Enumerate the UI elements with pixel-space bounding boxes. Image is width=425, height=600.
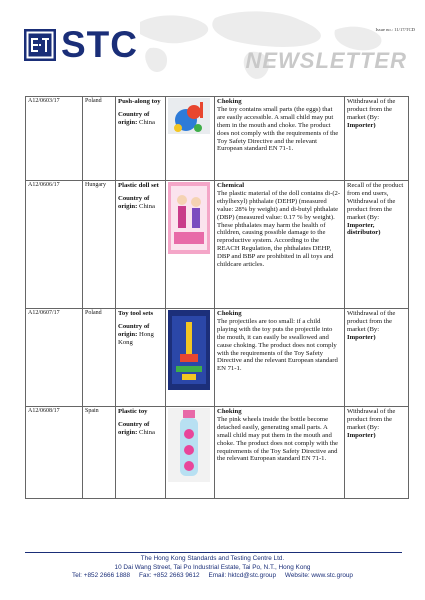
doll-photo-icon <box>168 182 210 254</box>
stc-logo <box>24 24 138 65</box>
measure-text: Withdrawal of the product from the market (By: <box>347 98 396 121</box>
notifying-country: Hungary <box>83 181 116 309</box>
product-photo-cell <box>166 309 215 407</box>
reference-number: A12/0606/17 <box>26 181 83 309</box>
measure-text: Withdrawal of the product from the market (By: <box>347 408 396 431</box>
recall-table <box>25 96 409 499</box>
risk-type: Choking <box>217 408 242 415</box>
product-cell <box>116 407 166 499</box>
product-cell <box>116 97 166 181</box>
risk-description: The pink wheels inside the bottle become detached easily, generating small parts. A small child may put them in the mouth and choke. The product does not comply with the requirements of the Toy Safety Directive and the relevant European standard EN 71-1. <box>217 415 338 463</box>
risk-type: Chemical <box>217 182 245 189</box>
product-name: Push-along toy <box>118 98 161 105</box>
footer-address: 10 Dai Wang Street, Tai Po Industrial Estate, Tai Po, N.T., Hong Kong <box>114 563 311 571</box>
measure-text: Withdrawal of the product from the market (By: <box>347 310 396 333</box>
origin-value: Hong Kong <box>118 330 154 346</box>
product-cell <box>116 309 166 407</box>
footer-company: The Hong Kong Standards and Testing Centre Ltd. <box>140 555 285 562</box>
notifying-country: Poland <box>83 97 116 181</box>
risk-cell <box>215 181 345 309</box>
reference-number: A12/0608/17 <box>26 407 83 499</box>
risk-type: Choking <box>217 310 242 317</box>
measure-text: Recall of the product from end users, Withdrawal of the product from the market (By: <box>347 182 404 221</box>
origin-value: China <box>139 118 155 126</box>
table-row <box>26 181 409 309</box>
product-name: Toy tool sets <box>118 310 154 317</box>
reference-number: A12/0607/17 <box>26 309 83 407</box>
country-of-origin <box>118 323 163 347</box>
table-row <box>26 309 409 407</box>
risk-description: The projectiles are too small: if a child playing with the toy puts the projectile into the mouth, it can easily be swallowed and cause choking. The product does not comply with the requirements of the Toy Safety Directive and the relevant European standard EN 71-1. <box>217 317 338 373</box>
product-photo-cell <box>166 181 215 309</box>
product-name: Plastic toy <box>118 408 148 415</box>
origin-value: China <box>139 202 155 210</box>
bottle-toy-photo-icon <box>168 408 210 482</box>
origin-value: China <box>139 428 155 436</box>
country-of-origin <box>118 421 163 437</box>
origin-label: Country of origin: <box>118 110 150 126</box>
notifying-country: Poland <box>83 309 116 407</box>
issue-number: Issue no.: 11/17/TCD <box>375 27 415 32</box>
risk-description: The plastic material of the doll contains di-(2-ethylhexyl) phthalate (DEHP) (measured value: 28% by weight) and di-butyl phthalate (DBP) (measured value: 0.17 % by weight). These phthalates may harm the health of children, causing possible damage to the reproductive system. According to the REACH Regulation, the phthalates DEHP, DBP and BBP are prohibited in all toys and childcare articles. <box>217 189 341 269</box>
measure-by: Importer) <box>347 121 376 129</box>
risk-cell <box>215 309 345 407</box>
table-row <box>26 97 409 181</box>
table-row <box>26 407 409 499</box>
risk-cell <box>215 407 345 499</box>
footer-contact: Tel: +852 2666 1888 Fax: +852 2663 9612 Email: hktcd@stc.group Website: www.stc.group <box>72 572 353 580</box>
measure-by: Importer, distributor) <box>347 221 381 237</box>
measures-cell <box>345 309 409 407</box>
origin-label: Country of origin: <box>118 322 150 338</box>
stc-logo-icon <box>24 29 56 61</box>
tool-set-photo-icon <box>168 310 210 390</box>
origin-label: Country of origin: <box>118 420 150 436</box>
measures-cell <box>345 97 409 181</box>
measures-cell <box>345 181 409 309</box>
newsletter-title: NEWSLETTER <box>245 48 407 73</box>
product-cell <box>116 181 166 309</box>
toy-photo-icon <box>168 98 210 134</box>
country-of-origin <box>118 111 163 127</box>
country-of-origin <box>118 195 163 211</box>
footer <box>0 555 425 581</box>
measures-cell <box>345 407 409 499</box>
risk-type: Choking <box>217 98 242 105</box>
product-photo-cell <box>166 407 215 499</box>
risk-cell <box>215 97 345 181</box>
footer-divider <box>25 552 402 553</box>
reference-number: A12/0603/17 <box>26 97 83 181</box>
measure-by: Importer) <box>347 431 376 439</box>
risk-description: The toy contains small parts (the eggs) that are easily accessible. A small child may put them in the mouth and choke. The product does not comply with the requirements of the Toy Safety Directive and the relevant European standard EN 71-1. <box>217 105 339 153</box>
origin-label: Country of origin: <box>118 194 150 210</box>
product-photo-cell <box>166 97 215 181</box>
notifying-country: Spain <box>83 407 116 499</box>
measure-by: Importer) <box>347 333 376 341</box>
product-name: Plastic doll set <box>118 182 159 189</box>
logo-wordmark: STC <box>61 24 138 65</box>
